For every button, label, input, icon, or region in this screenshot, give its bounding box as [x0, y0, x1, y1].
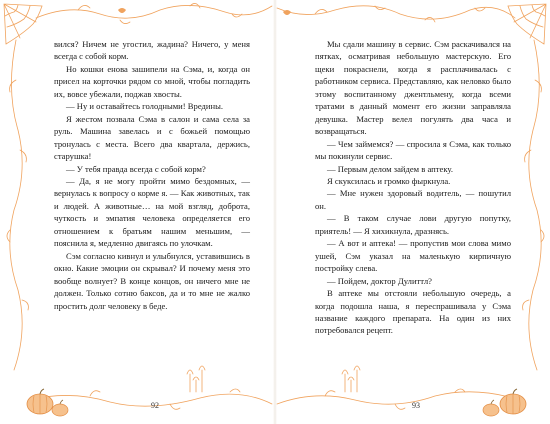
page-number-left: 92	[151, 401, 159, 410]
paragraph: вился? Ничем не угостил, жадина? Ничего, у меня всегда с собой корм.	[54, 39, 250, 62]
paragraph: Мы сдали машину в сервис. Сэм раскачивался на пятках, осматривая небольшую мастерскую. Его щеки покраснели, когда я расплачивалась с работником сервиса. Представляю, как неловко было этому воспитанному джентльмену, когда всеми тратами в данный момент его жизни заправляла девушка. Мастер велел погулять два часа и возвращаться.	[315, 39, 511, 137]
paragraph: — Мне нужен здоровый водитель, — пошутил он.	[315, 188, 511, 211]
paragraph: — Чем займемся? — спросила я Сэма, как только мы покинули сервис.	[315, 138, 511, 162]
paragraph: Но кошки енова зашипели на Сэма, и, когда он присел на корточки рядом со мной, чтобы погладить их, вовсе убежали, поджав хвосты.	[54, 63, 250, 99]
paragraph: Я жестом позвала Сэма в салон и сама села за руль. Машина завелась и с божьей помощью тронулась с места. Всего два квартала, держись, старушка!	[54, 113, 250, 162]
bat-icon	[118, 8, 126, 13]
paragraph: — У тебя правда всегда с собой корм?	[66, 163, 206, 174]
pumpkin-icon-small	[483, 400, 499, 416]
paragraph: — Пойдем, доктор Дулиттл?	[327, 275, 432, 286]
paragraph: — Да, я не могу пройти мимо бездомных, — вернулась к вопросу о корме я. — Как животных, так и людей. А животные… на мой взгляд, доброта, чуткость и эмпатия человека определяется его отношением к братьям нашим меньшим, — пояснила я, медленно двигаясь по улочкам.	[54, 175, 250, 249]
page-number-right: 93	[412, 401, 420, 410]
paragraph: Сэм согласно кивнул и улыбнулся, уставившись в окно. Какие эмоции он скрывал? И почему меня это вообще волнует? В конце концов, он ничего мне не должен. Только сотню баксов, да и то мне не жалко простить долг человеку в беде.	[54, 250, 250, 311]
pumpkin-icon-small	[52, 400, 68, 416]
pumpkin-icon	[500, 389, 526, 414]
left-page-text	[54, 38, 250, 312]
paragraph: — В таком случае лови другую попутку, приятель! — Я хихикнула, дразнясь.	[315, 213, 511, 236]
paragraph: Я скуксилась и громко фыркнула.	[327, 175, 451, 186]
paragraph: — Ну и оставайтесь голодными! Вредины.	[66, 101, 224, 112]
spiderweb-icon	[508, 4, 546, 44]
paragraph: В аптеке мы отстояли небольшую очередь, а когда подошла наша, я переспрашивала у Сэма название каждого препарата. На один из них потребовался рецепт.	[315, 288, 511, 336]
paragraph: — Первым делом зайдем в аптеку.	[327, 163, 453, 174]
paragraph: — А вот и аптека! — пропустив мои слова мимо ушей, Сэм указал на маленькую кирпичную постройку слева.	[315, 238, 511, 274]
pumpkin-icon	[27, 389, 53, 414]
right-page	[275, 0, 550, 424]
right-page-text	[315, 38, 511, 337]
spiderweb-icon	[4, 4, 42, 44]
